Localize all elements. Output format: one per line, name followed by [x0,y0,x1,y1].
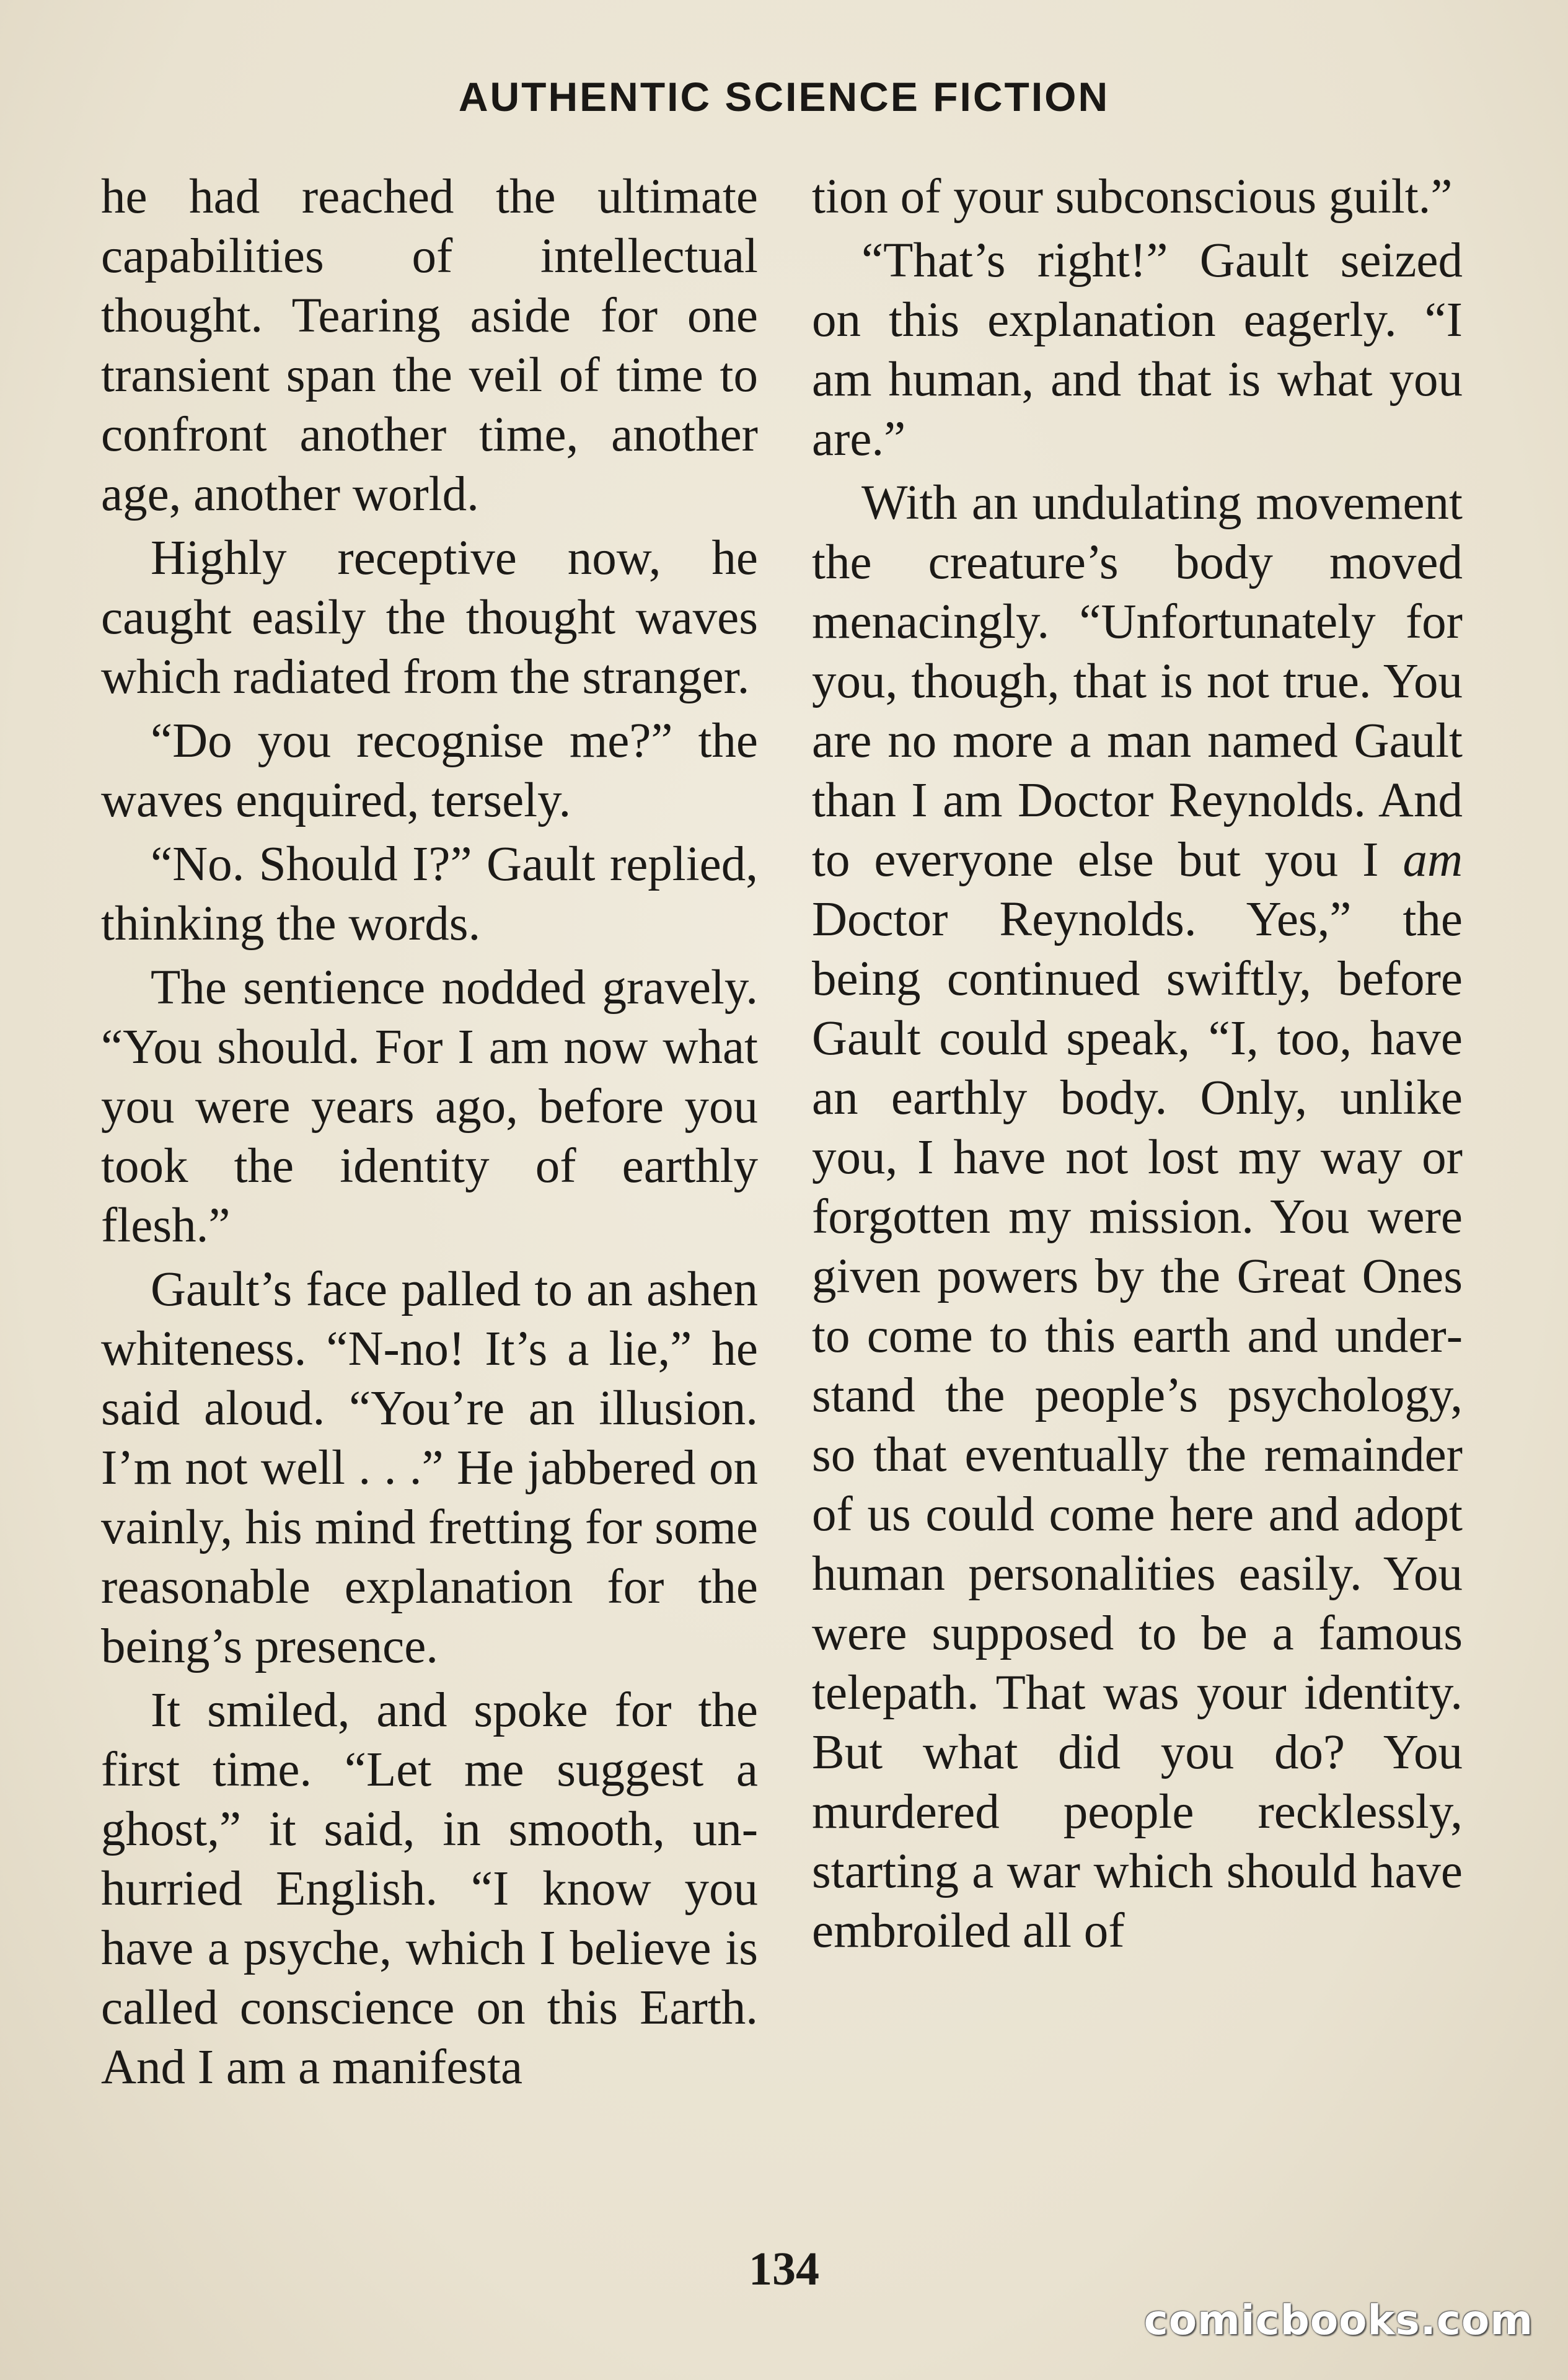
paragraph: Gault’s face palled to an ashen whiteness. “N-no! It’s a lie,” he said aloud. “You’re an illusion. I’m not well . . .” He jabbered on vainly, his mind fretting for some reasonable explanation for the being’s presence. [101,1263,758,1673]
page-number: 134 [749,2243,819,2295]
paragraph: It smiled, and spoke for the first time. “Let me suggest a ghost,” it said, in smooth, unhurried English. “I know you have a psyche, which I believe is called conscience on this Earth. And I am a manifesta [101,1683,758,2094]
paragraph: “Do you recognise me?” the waves enquired, tersely. [101,714,758,827]
paragraph: Highly receptive now, he caught easily the thought waves which radiated from the stranger. [101,531,758,704]
emphasis-text: am [1403,833,1463,887]
running-head: AUTHENTIC SCIENCE FICTION [458,74,1110,120]
right-column [812,167,1463,1965]
paragraph: “That’s right!” Gault seized on this explanation eagerly. “I am human, and that is what you are.” [812,234,1463,466]
left-column [101,167,758,2102]
paragraph: tion of your subconscious guilt.” [812,170,1453,224]
paragraph [812,474,1463,1961]
paragraph-text: Doctor Reynolds. Yes,” the being continued swiftly, before Gault could speak, “I, too, have an earthly body. Only, unlike you, I have not lost my way or forgotten my mission. You were given powers by the Great Ones to come to this earth and understand the people’s psychology, so that eventually the remainder of us could come here and adopt human personalities easily. You were supposed to be a famous telepath. That was your identity. But what did you do? You murdered people recklessly, starting a war which should have embroiled all of [812,892,1463,1958]
paragraph: The sentience nodded gravely. “You should. For I am now what you were years ago, before you took the identity of earthly flesh.” [101,961,758,1253]
paragraph: he had reached the ultimate capabilities of intellectual thought. Tearing aside for one transient span the veil of time to confront another time, another age, another world. [101,170,758,521]
paragraph: “No. Should I?” Gault replied, thinking the words. [101,837,758,951]
watermark: comicbooks.com [1143,2296,1533,2344]
paragraph-text: With an undulating movement the creature’s body moved menacingly. “Unfortunately for you, though, that is not true. You are no more a man named Gault than I am Doctor Reynolds. And to everyone else but you I [812,476,1463,887]
